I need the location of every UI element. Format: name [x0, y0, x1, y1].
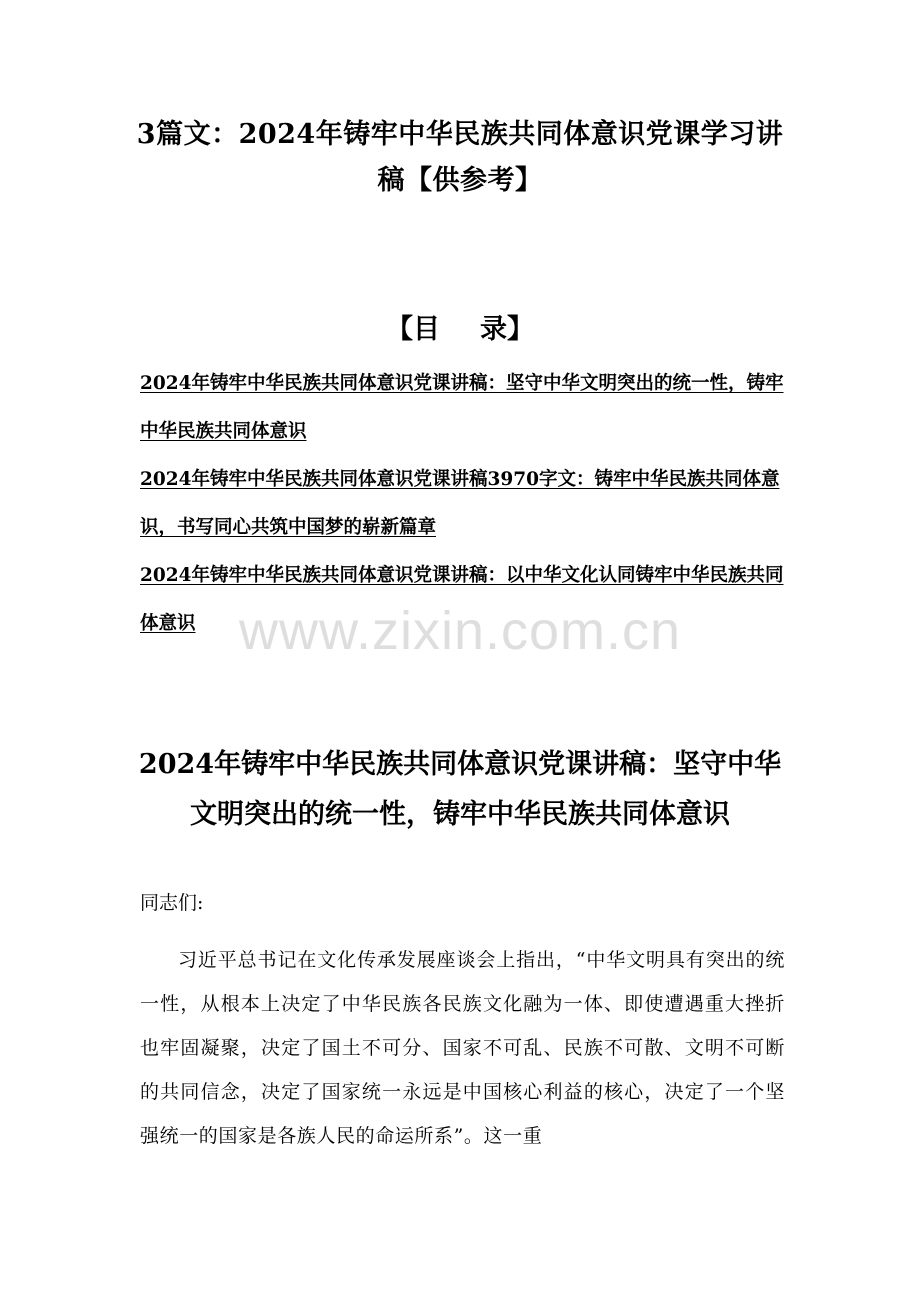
toc-link-3[interactable]: 2024年铸牢中华民族共同体意识党课讲稿：以中华文化认同铸牢中华民族共同体意识 [140, 565, 784, 634]
greeting: 同志们: [140, 892, 204, 914]
toc-link-1[interactable]: 2024年铸牢中华民族共同体意识党课讲稿：坚守中华文明突出的统一性，铸牢中华民族共同体意识 [140, 373, 784, 442]
table-of-contents [140, 360, 785, 648]
toc-item-2 [140, 456, 785, 552]
toc-heading-close: 录】 [480, 314, 534, 345]
toc-heading [140, 310, 780, 350]
section-title: 2024年铸牢中华民族共同体意识党课讲稿：坚守中华文明突出的统一性，铸牢中华民族共同体意识 [138, 749, 782, 830]
document-title: 3篇文：2024年铸牢中华民族共同体意识党课学习讲稿【供参考】 [136, 119, 784, 196]
body-paragraph: 习近平总书记在文化传承发展座谈会上指出，“中华文明具有突出的统一性，从根本上决定了中华民族各民族文化融为一体、即使遭遇重大挫折也牢固凝聚，决定了国土不可分、国家不可乱、民族不可散、文明不可断的共同信念，决定了国家统一永远是中国核心利益的核心，决定了一个坚强统一的国家是各族人民的命运所系”。这一重 [140, 949, 785, 1147]
watermark: www.zixin.com.cn [238, 601, 682, 661]
toc-item-1 [140, 360, 785, 456]
toc-link-2[interactable]: 2024年铸牢中华民族共同体意识党课讲稿3970字文：铸牢中华民族共同体意识，书写同心共筑中国梦的崭新篇章 [140, 469, 780, 538]
toc-heading-open: 【目 [386, 314, 440, 345]
toc-item-3 [140, 552, 785, 648]
